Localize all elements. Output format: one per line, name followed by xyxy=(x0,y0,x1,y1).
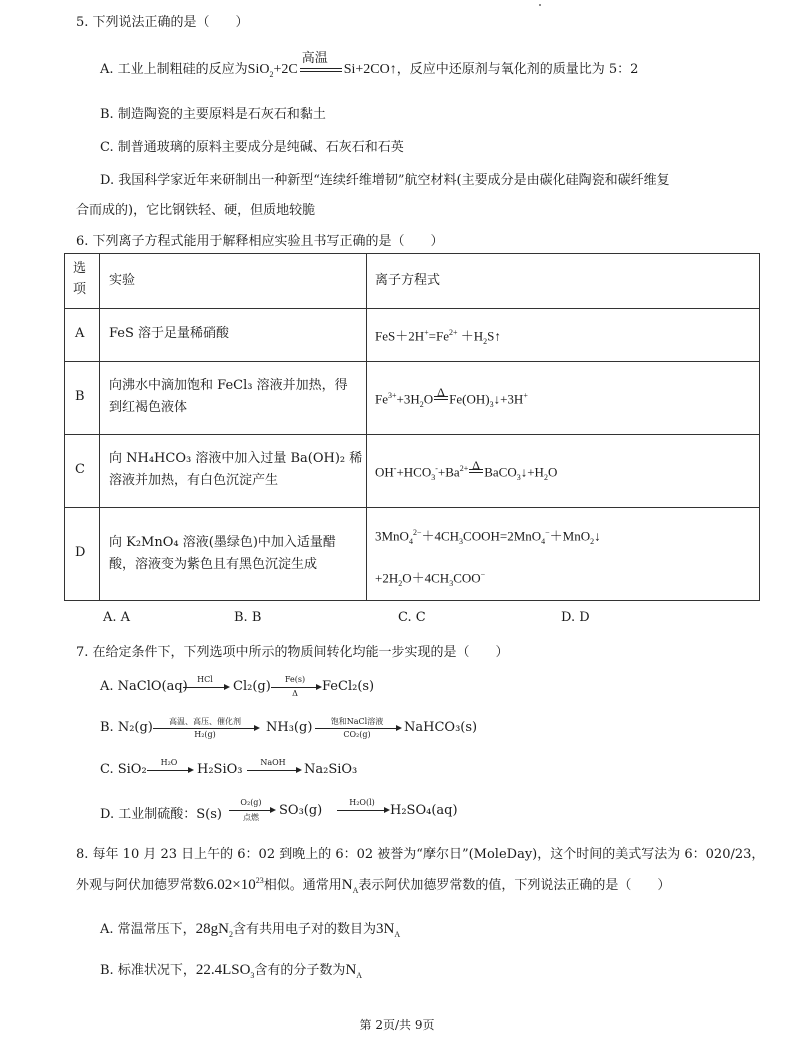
q8-a-value-sub: A xyxy=(394,930,401,939)
q7d-mid: SO₃(g) xyxy=(279,803,323,818)
q8-line2 xyxy=(76,874,670,895)
q5-option-b[interactable]: B. 制造陶瓷的主要原料是石灰石和黏土 xyxy=(100,107,326,122)
q7b-arrow2-top: 饱和NaCl溶液 xyxy=(330,717,384,726)
q5-option-d[interactable]: D. 我国科学家近年来研制出一种新型“连续纤维增韧”航空材料(主要成分是由碳化硅陶瓷和碳纤维复 xyxy=(100,173,670,188)
q7c-arrow2-top: NaOH xyxy=(260,758,286,767)
page-footer: 第 2页/共 9页 xyxy=(359,1018,435,1032)
avogadro-exponent: 23 xyxy=(255,876,264,885)
q7c-arrow1-head xyxy=(188,767,194,773)
q7b-mid: NH₃(g) xyxy=(266,720,313,735)
q7-option-d-label[interactable]: D. 工业制硫酸：S(s) xyxy=(100,807,222,822)
q7a-arrow2-line xyxy=(271,687,317,688)
q7d-arrow1-line xyxy=(229,810,271,811)
q5-equation-right: Si+2CO↑ xyxy=(343,62,397,77)
na-main: N xyxy=(341,877,353,893)
q8-a-quantity-main: 28gN xyxy=(195,921,229,937)
q8-b-quantity-main: 22.4LSO xyxy=(195,962,251,978)
q8-line2-suffix: 相似。通常用 xyxy=(263,878,342,893)
q8-option-b[interactable] xyxy=(100,959,362,980)
q7c-arrow2-head xyxy=(296,767,302,773)
q7-option-b-label[interactable]: B. N₂(g) xyxy=(100,720,153,735)
q7b-arrow1-bottom: H₂(g) xyxy=(194,730,216,739)
q5-double-equal-sign xyxy=(298,50,344,77)
row-d-equation-line1: $3MnO_4^{2-}+4CH_3COOH=2MnO_4^-+MnO_2↓$ xyxy=(375,528,601,546)
row-c-heat-symbol: Δ xyxy=(472,458,480,473)
q7-stem: 7. 在给定条件下，下列选项中所示的物质间转化均能一步实现的是（ ） xyxy=(76,645,509,660)
q8-a-value xyxy=(376,921,400,937)
q7a-arrow1-line xyxy=(183,687,225,688)
q8-a-quantity xyxy=(196,921,233,937)
q7d-arrow2-line xyxy=(337,810,385,811)
q8-b-quantity xyxy=(196,962,255,978)
q6-stem: 6. 下列离子方程式能用于解释相应实验且书写正确的是（ ） xyxy=(76,234,444,249)
q8-line1: 8. 每年 10 月 23 日上午的 6：02 到晚上的 6：02 被誉为“摩尔日”(MoleDay)，这个时间的美式写法为 6：020/23， xyxy=(76,847,765,862)
row-b-heat-symbol: Δ xyxy=(437,385,445,400)
q6-answer-b[interactable]: B. B xyxy=(234,610,262,625)
table-header-option-line1: 选 xyxy=(73,261,87,276)
row-d-option: D xyxy=(75,545,86,560)
row-d-experiment-line1: 向 K₂MnO₄ 溶液(墨绿色)中加入适量醋 xyxy=(109,535,336,550)
row-c-experiment-line1: 向 NH₄HCO₃ 溶液中加入过量 Ba(OH)₂ 稀 xyxy=(109,451,363,466)
avogadro-mantissa: 6.02×10 xyxy=(206,877,256,893)
q7a-end: FeCl₂(s) xyxy=(322,679,375,694)
q7a-mid: Cl₂(g) xyxy=(233,679,271,694)
q7a-arrow2-top: Fe(s) xyxy=(284,675,306,684)
table-header-option-line2: 项 xyxy=(73,282,87,297)
q7b-arrow2-line xyxy=(315,728,397,729)
q8-b-value xyxy=(345,962,362,978)
q7d-end: H₂SO₄(aq) xyxy=(390,803,458,818)
q8-b-prefix: B. 标准状况下， xyxy=(100,963,196,978)
row-d-experiment-line2: 酸，溶液变为紫色且有黑色沉淀生成 xyxy=(109,557,318,572)
q8-line2-end: 表示阿伏加德罗常数的值，下列说法正确的是（ ） xyxy=(358,878,671,893)
table-header-equation: 离子方程式 xyxy=(375,273,441,288)
q6-answer-a[interactable]: A. A xyxy=(103,610,131,625)
row-b-equation: $Fe^{3+}+3H_2O$ Δ $Fe(OH)_3↓+3H^+$ xyxy=(375,385,528,416)
row-a-experiment: FeS 溶于足量稀硝酸 xyxy=(109,326,230,341)
avogadro-number xyxy=(206,877,264,893)
q5-option-a-prefix: A. 工业上制粗硅的反应为 xyxy=(100,62,248,77)
row-a-equation: $FeS+2H^+=Fe^{2+}$ $+H_2S↑$ xyxy=(375,328,501,346)
q7c-end: Na₂SiO₃ xyxy=(304,762,358,777)
q8-b-value-sub: A xyxy=(356,971,363,980)
q8-b-mid: 含有的分子数为 xyxy=(254,963,346,978)
q5-option-a[interactable] xyxy=(100,50,639,79)
q8-option-a[interactable] xyxy=(100,918,400,939)
row-c-equation: $OH^-+HCO_3^-+Ba^{2+}$ Δ $BaCO_3↓+H_2O$ xyxy=(375,458,557,489)
q7b-arrow2-bottom: CO₂(g) xyxy=(343,730,371,739)
row-c-experiment-line2: 溶液并加热，有白色沉淀产生 xyxy=(109,473,279,488)
q5-condition-label: 高温 xyxy=(301,50,328,66)
q7d-arrow1-bottom: 点燃 xyxy=(243,813,259,822)
q6-table xyxy=(64,253,760,601)
q7c-mid: H₂SiO₃ xyxy=(197,762,243,777)
q7d-arrow2-top: H₂O(l) xyxy=(349,798,375,807)
row-b-option: B xyxy=(75,389,85,404)
q8-a-quantity-sub: 2 xyxy=(229,930,233,939)
q7b-arrow1-top: 高温、高压、催化剂 xyxy=(169,717,241,726)
row-b-experiment-line1: 向沸水中滴加饱和 FeCl₃ 溶液并加热，得 xyxy=(109,378,348,393)
q6-answer-c[interactable]: C. C xyxy=(398,610,426,625)
q7c-arrow1-line xyxy=(147,770,189,771)
q7a-arrow2-bottom: Δ xyxy=(292,689,298,698)
q7a-arrow1-head xyxy=(224,684,230,690)
q7c-arrow1-top: H₂O xyxy=(160,758,178,767)
q7d-arrow1-top: O₂(g) xyxy=(240,798,262,807)
na-sub: A xyxy=(352,886,359,895)
q7c-arrow2-line xyxy=(247,770,297,771)
q7b-end: NaHCO₃(s) xyxy=(404,720,478,735)
q8-line2-prefix: 外观与阿伏加德罗常数 xyxy=(76,878,207,893)
q5-option-c[interactable]: C. 制普通玻璃的原料主要成分是纯碱、石灰石和石英 xyxy=(100,140,404,155)
scan-dot xyxy=(539,4,541,6)
q7a-arrow1-top: HCl xyxy=(197,675,213,684)
row-a-option: A xyxy=(75,326,85,341)
q8-a-mid: 含有共用电子对的数目为 xyxy=(233,922,377,937)
q8-b-value-main: N xyxy=(345,962,357,978)
row-d-equation-line2: $+2H_2O+4CH_3COO^-$ xyxy=(375,570,486,588)
row-b-experiment-line2: 到红褐色液体 xyxy=(109,400,188,415)
na-symbol xyxy=(342,877,359,893)
table-header-experiment: 实验 xyxy=(109,273,136,288)
q7-option-a-label[interactable]: A. NaClO(aq) xyxy=(100,679,188,694)
q5-option-d-continued: 合而成的)，它比钢铁轻、硬，但质地较脆 xyxy=(76,203,316,218)
q6-answer-d[interactable]: D. D xyxy=(561,610,590,625)
q5-option-a-suffix: ，反应中还原剂与氧化剂的质量比为 5：2 xyxy=(396,62,639,77)
q7-option-c-label[interactable]: C. SiO₂ xyxy=(100,762,147,777)
q5-equation-left: SiO$_2$+2C xyxy=(247,62,298,79)
q7b-arrow1-line xyxy=(153,728,255,729)
q8-a-value-main: 3N xyxy=(376,921,395,937)
q8-a-prefix: A. 常温常压下， xyxy=(100,922,196,937)
row-c-option: C xyxy=(75,462,85,477)
q5-stem: 5. 下列说法正确的是（ ） xyxy=(76,15,249,30)
q8-b-quantity-sub: 3 xyxy=(250,971,255,980)
